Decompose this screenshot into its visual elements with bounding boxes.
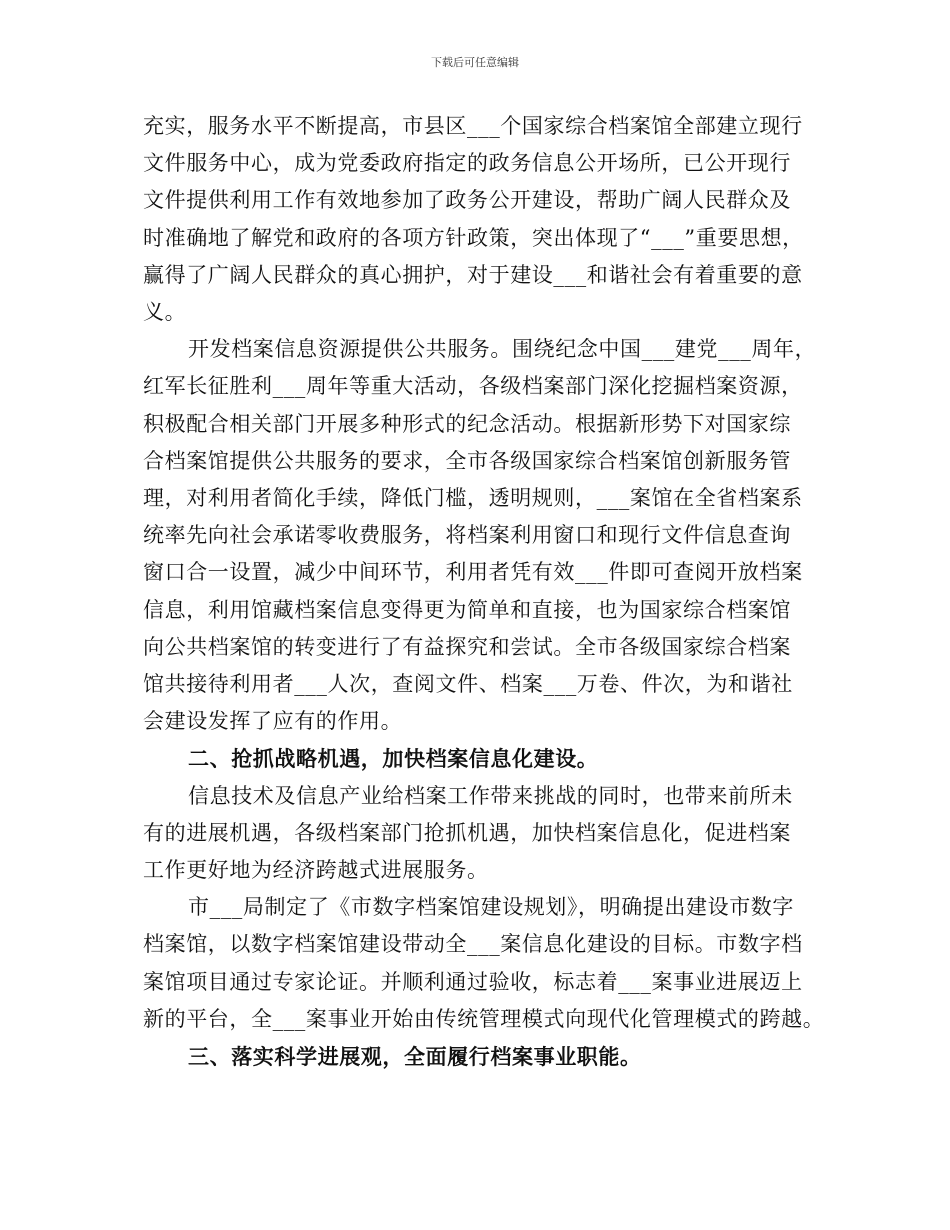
page-header: 下载后可任意编辑: [431, 56, 519, 69]
text-line: 馆共接待利用者___人次，查阅文件、档案___万卷、件次，为和谐社: [143, 672, 793, 697]
paragraph-1: [143, 108, 823, 331]
section-heading-2: [143, 740, 823, 777]
text-line: 文件服务中心，成为党委政府指定的政务信息公开场所，已公开现行: [143, 151, 791, 176]
paragraph-4: [143, 889, 823, 1038]
text-line: 会建设发挥了应有的作用。: [143, 709, 403, 734]
text-line: 窗口合一设置，减少中间环节，利用者凭有效___件即可查阅开放档案: [143, 560, 803, 585]
text-line: 红军长征胜利___周年等重大活动，各级档案部门深化挖掘档案资源，: [143, 374, 803, 399]
text-line: 理，对利用者简化手续，降低门槛，透明规则，___案馆在全省档案系: [143, 486, 803, 511]
text-line: 市___局制定了《市数字档案馆建设规划》，明确提出建设市数字: [188, 895, 794, 920]
text-line: 义。: [143, 300, 187, 325]
text-line: 合档案馆提供公共服务的要求，全市各级国家综合档案馆创新服务管: [143, 448, 791, 473]
text-line: 信息技术及信息产业给档案工作带来挑战的同时，也带来前所未: [188, 783, 793, 808]
text-line: 统率先向社会承诺零收费服务，将档案利用窗口和现行文件信息查询: [143, 523, 791, 548]
text-line: 赢得了广阔人民群众的真心拥护，对于建设___和谐社会有着重要的意: [143, 262, 803, 287]
text-line: 新的平台，全___案事业开始由传统管理模式向现代化管理模式的跨越。: [143, 1006, 825, 1031]
heading-line: 二、抢抓战略机遇，加快档案信息化建设。: [188, 746, 599, 772]
paragraph-3: [143, 778, 823, 890]
text-line: 充实，服务水平不断提高，市县区___个国家综合档案馆全部建立现行: [143, 114, 803, 138]
paragraph-2: [143, 331, 823, 740]
text-line: 向公共档案馆的转变进行了有益探究和尝试。全市各级国家综合档案: [143, 634, 791, 659]
text-line: 开发档案信息资源提供公共服务。围绕纪念中国___建党___周年，: [188, 337, 817, 362]
text-line: 文件提供利用工作有效地参加了政务公开建设，帮助广阔人民群众及: [143, 188, 791, 213]
text-line: 案馆项目通过专家论证。并顺利通过验收，标志着___案事业进展迈上: [143, 969, 803, 994]
text-line: 时准确地了解党和政府的各项方针政策，突出体现了“___”重要思想，: [143, 225, 804, 250]
text-line: 信息，利用馆藏档案信息变得更为简单和直接，也为国家综合档案馆: [143, 597, 791, 622]
heading-line: 三、落实科学进展观，全面履行档案事业职能。: [188, 1044, 642, 1070]
section-heading-3: [143, 1038, 823, 1075]
text-line: 档案馆，以数字档案馆建设带动全___案信息化建设的目标。市数字档: [143, 932, 803, 957]
text-line: 积极配合相关部门开展多种形式的纪念活动。根据新形势下对国家综: [143, 411, 791, 436]
text-line: 工作更好地为经济跨越式进展服务。: [143, 858, 489, 883]
document-body: [143, 108, 823, 1075]
text-line: 有的进展机遇，各级档案部门抢抓机遇，加快档案信息化，促进档案: [143, 820, 791, 845]
